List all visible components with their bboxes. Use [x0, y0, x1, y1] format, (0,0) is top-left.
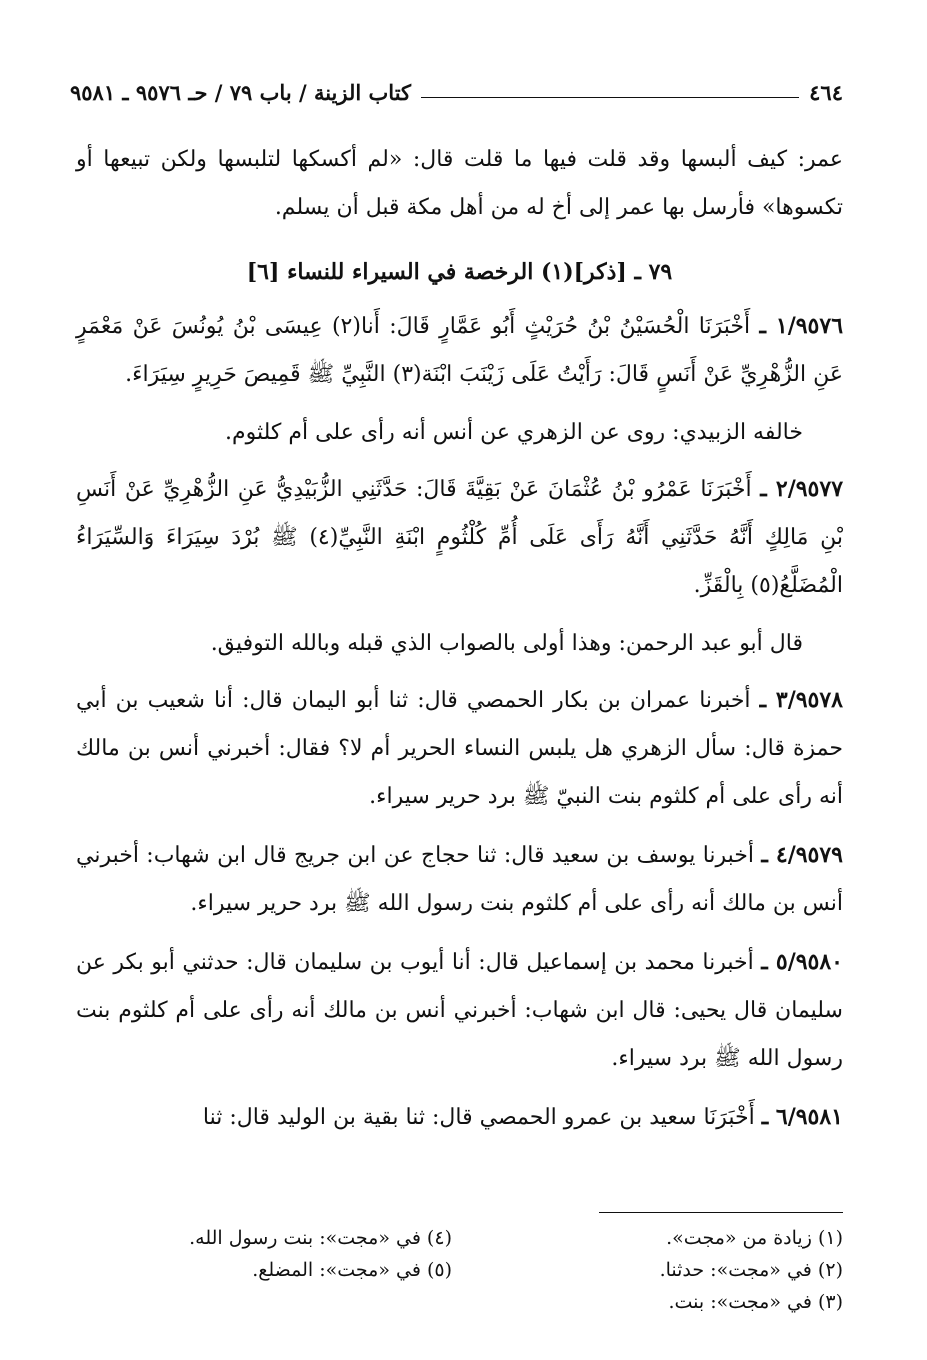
hadith-text: أخبرنا يوسف بن سعيد قال: ثنا حجاج عن ابن جريج قال ابن شهاب: أخبرني أنس بن مالك أنه رأى على أم كلثوم بنت رسول الله ﷺ برد حرير سيراء. — [76, 843, 843, 916]
hadith-paragraph — [76, 1093, 843, 1142]
page-number: ٤٦٤ — [809, 80, 843, 105]
footnote: (٥) في «مجت»: المضلع. — [252, 1259, 452, 1281]
hadith-paragraph — [76, 938, 843, 1083]
hadith-text: أَخْبَرَنَا الْحُسَيْنُ بْنُ حُرَيْثٍ أَبُو عَمَّارٍ قَالَ: أَنا(٢) عِيسَى بْنُ يُونُسَ عَنْ مَعْمَرٍ عَنِ الزُّهْرِيِّ عَنْ أَنَسٍ قَالَ: رَأَيْتُ عَلَى زَيْنَبَ ابْنَة(٣) النَّبِيِّ ﷺ قَمِيصَ حَرِيرٍ سِيَرَاءَ. — [76, 314, 843, 387]
footnote: (١) زيادة من «مجت». — [666, 1227, 843, 1249]
main-text — [76, 136, 843, 1152]
hadith-text: أخبرنا محمد بن إسماعيل قال: أنا أيوب بن سليمان قال: حدثني أبو بكر عن سليمان قال يحيى: قال ابن شهاب: أخبرني أنس بن مالك أنه رأى على أم كلثوم بنت رسول الله ﷺ برد سيراء. — [76, 950, 843, 1071]
continuation-paragraph: عمر: كيف ألبسها وقد قلت فيها ما قلت قال: «لم أكسكها لتلبسها ولكن تبيعها أو تكسوها» فأرسل بها عمر إلى أخ له من أهل مكة قبل أن يسلم. — [76, 147, 843, 220]
hadith-paragraph — [76, 302, 843, 399]
header-rule — [421, 97, 799, 98]
hadith-paragraph — [76, 676, 843, 821]
hadith-number: ٥/٩٥٨٠ ـ — [761, 949, 843, 975]
footnote-separator — [599, 1212, 843, 1213]
hadith-number: ٣/٩٥٧٨ ـ — [759, 687, 843, 713]
hadith-number: ٤/٩٥٧٩ ـ — [761, 842, 843, 868]
footnote: (٣) في «مجت»: بنت. — [668, 1291, 843, 1313]
page-header — [70, 80, 843, 105]
hadith-text: أَخْبَرَنَا سعيد بن عمرو الحمصي قال: ثنا بقية بن الوليد قال: ثنا — [202, 1105, 755, 1130]
hadith-text: أخبرنا عمران بن بكار الحمصي قال: ثنا أبو اليمان قال: أنا شعيب بن أبي حمزة قال: سأل الزهري هل يلبس النساء الحرير أم لا؟ فقال: أخبرني أنس بن مالك أنه رأى على أم كلثوم بنت النبيّ ﷺ برد حرير سيراء. — [76, 688, 843, 809]
hadith-number: ١/٩٥٧٦ ـ — [759, 313, 844, 339]
hadith-paragraph — [76, 465, 843, 610]
footnotes-left-column — [152, 1222, 452, 1286]
hadith-number: ٢/٩٥٧٧ ـ — [760, 476, 844, 502]
footnotes-right-column — [543, 1222, 843, 1318]
hadith-number: ٦/٩٥٨١ ـ — [761, 1104, 843, 1130]
hadith-paragraph — [76, 831, 843, 928]
footnote: (٢) في «مجت»: حدثنا. — [659, 1259, 843, 1281]
editor-note: قال أبو عبد الرحمن: وهذا أولى بالصواب الذي قبله وبالله التوفيق. — [210, 631, 803, 656]
footnote: (٤) في «مجت»: بنت رسول الله. — [189, 1227, 452, 1249]
running-title: كتاب الزينة / باب ٧٩ / حـ ٩٥٧٦ ـ ٩٥٨١ — [70, 80, 412, 105]
chapter-heading: ٧٩ ـ [ذكر](١) الرخصة في السيراء للنساء [٦] — [246, 259, 673, 285]
hadith-text: أَخْبَرَنَا عَمْرُو بْنُ عُثْمَانَ عَنْ بَقِيَّةَ قَالَ: حَدَّثَنِي الزُّبَيْدِيُّ عَنِ الزُّهْرِيِّ عَنْ أَنَسِ بْنِ مَالِكٍ أَنَّهُ حَدَّثَنِي أَنَّهُ رَأَى عَلَى أُمِّ كُلْثُومٍ ابْنَةِ النَّبِيِّ(٤) ﷺ بُرْدَ سِيَرَاءَ وَالسِّيَرَاءُ الْمُضَلَّعُ(٥) بِالْقَزِّ. — [76, 477, 843, 598]
editor-note: خالفه الزبيدي: روى عن الزهري عن أنس أنه رأى على أم كلثوم. — [224, 420, 803, 445]
